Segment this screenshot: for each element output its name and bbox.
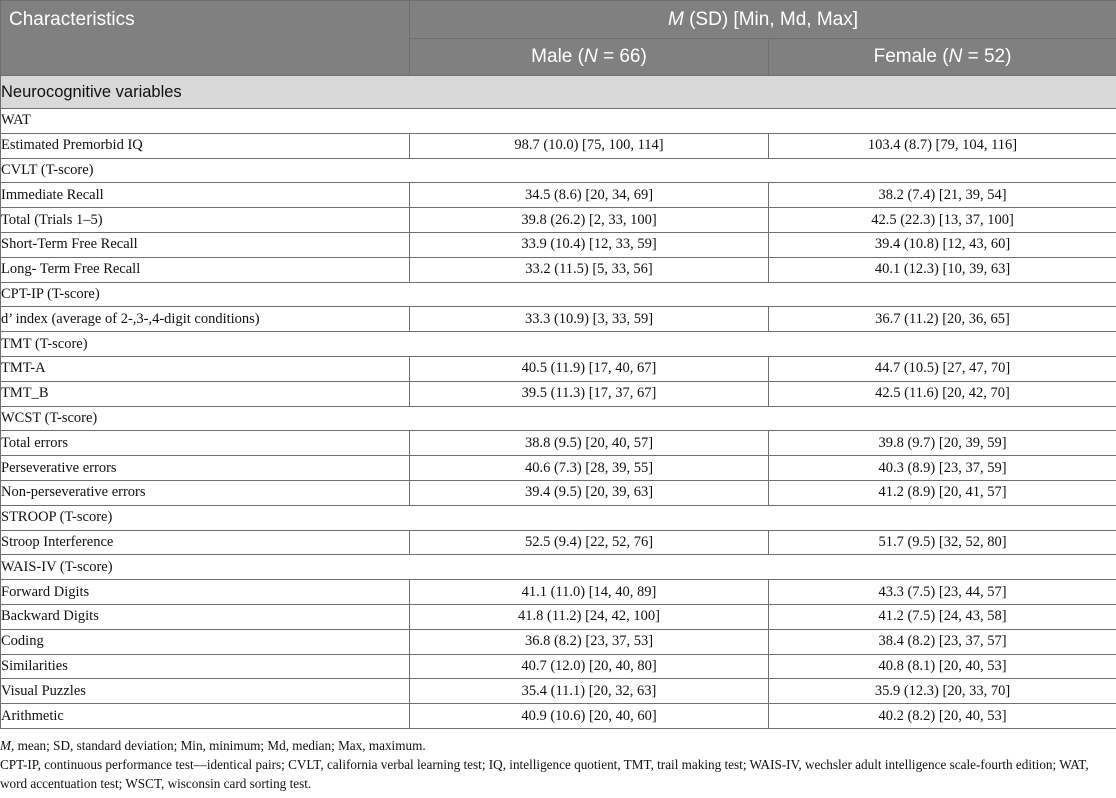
group-label: CVLT (T-score) — [1, 158, 1116, 183]
table-row — [1, 356, 1116, 381]
footnote-abbreviations-tests: CPT-IP, continuous performance test—identical pairs; CVLT, california verbal learning test; IQ, intelligence quotient, TMT, trail making test; WAIS-IV, wechsler adult intelligence scale-fourth edition; WAT, word accentuation test; WSCT, wisconsin card sorting test. — [0, 757, 1089, 791]
group-label: TMT (T-score) — [1, 332, 1116, 357]
section-label: Neurocognitive variables — [1, 76, 1116, 109]
group-row — [1, 109, 1116, 134]
group-row — [1, 332, 1116, 357]
table-row — [1, 133, 1116, 158]
group-label: WAT — [1, 109, 1116, 134]
table-footnotes — [0, 736, 1112, 793]
female-value: 42.5 (22.3) [13, 37, 100] — [769, 208, 1116, 233]
row-label: Long- Term Free Recall — [1, 257, 410, 282]
table-row — [1, 381, 1116, 406]
female-value: 38.4 (8.2) [23, 37, 57] — [769, 629, 1116, 654]
male-value: 38.8 (9.5) [20, 40, 57] — [410, 431, 769, 456]
table-row — [1, 604, 1116, 629]
male-value: 52.5 (9.4) [22, 52, 76] — [410, 530, 769, 555]
table-row — [1, 704, 1116, 729]
row-label: Forward Digits — [1, 580, 410, 605]
male-value: 36.8 (8.2) [23, 37, 53] — [410, 629, 769, 654]
row-label: Estimated Premorbid IQ — [1, 133, 410, 158]
section-row — [1, 76, 1116, 109]
female-value: 44.7 (10.5) [27, 47, 70] — [769, 356, 1116, 381]
table-row — [1, 208, 1116, 233]
table-row — [1, 580, 1116, 605]
table-row — [1, 183, 1116, 208]
male-value: 41.1 (11.0) [14, 40, 89] — [410, 580, 769, 605]
female-value: 51.7 (9.5) [32, 52, 80] — [769, 530, 1116, 555]
table-row — [1, 629, 1116, 654]
characteristics-header: Characteristics — [1, 1, 410, 76]
female-value: 39.4 (10.8) [12, 43, 60] — [769, 232, 1116, 257]
female-n-value: = 52) — [962, 46, 1012, 67]
row-label: Non-perseverative errors — [1, 480, 410, 505]
row-label: TMT_B — [1, 381, 410, 406]
group-label: STROOP (T-score) — [1, 505, 1116, 530]
group-row — [1, 555, 1116, 580]
female-value: 43.3 (7.5) [23, 44, 57] — [769, 580, 1116, 605]
footnote-abbreviations-stats — [0, 736, 1112, 755]
table-row — [1, 232, 1116, 257]
male-value: 39.5 (11.3) [17, 37, 67] — [410, 381, 769, 406]
male-value: 98.7 (10.0) [75, 100, 114] — [410, 133, 769, 158]
female-value: 40.2 (8.2) [20, 40, 53] — [769, 704, 1116, 729]
row-label: Short-Term Free Recall — [1, 232, 410, 257]
group-label: WCST (T-score) — [1, 406, 1116, 431]
group-row — [1, 406, 1116, 431]
male-value: 35.4 (11.1) [20, 32, 63] — [410, 679, 769, 704]
group-row — [1, 158, 1116, 183]
female-value: 38.2 (7.4) [21, 39, 54] — [769, 183, 1116, 208]
male-value: 39.8 (26.2) [2, 33, 100] — [410, 208, 769, 233]
row-label: Coding — [1, 629, 410, 654]
row-label: Stroop Interference — [1, 530, 410, 555]
row-label: Backward Digits — [1, 604, 410, 629]
male-header — [410, 39, 769, 76]
table-row — [1, 530, 1116, 555]
male-value: 33.2 (11.5) [5, 33, 56] — [410, 257, 769, 282]
row-label: d’ index (average of 2-,3-,4-digit conditions) — [1, 307, 410, 332]
row-label: Immediate Recall — [1, 183, 410, 208]
footnote-stats-text: , mean; SD, standard deviation; Min, minimum; Md, median; Max, maximum. — [11, 738, 426, 753]
table-row — [1, 456, 1116, 481]
male-value: 40.5 (11.9) [17, 40, 67] — [410, 356, 769, 381]
mean-symbol: M — [668, 8, 684, 30]
male-value: 40.9 (10.6) [20, 40, 60] — [410, 704, 769, 729]
male-value: 34.5 (8.6) [20, 34, 69] — [410, 183, 769, 208]
table-row — [1, 480, 1116, 505]
group-row — [1, 282, 1116, 307]
female-value: 36.7 (11.2) [20, 36, 65] — [769, 307, 1116, 332]
table-row — [1, 307, 1116, 332]
female-value: 40.1 (12.3) [10, 39, 63] — [769, 257, 1116, 282]
male-value: 33.3 (10.9) [3, 33, 59] — [410, 307, 769, 332]
row-label: Perseverative errors — [1, 456, 410, 481]
female-value: 41.2 (7.5) [24, 43, 58] — [769, 604, 1116, 629]
female-value: 103.4 (8.7) [79, 104, 116] — [769, 133, 1116, 158]
male-value: 40.6 (7.3) [28, 39, 55] — [410, 456, 769, 481]
row-label: TMT-A — [1, 356, 410, 381]
table-row — [1, 679, 1116, 704]
header-row-top — [1, 1, 1116, 39]
row-label: Visual Puzzles — [1, 679, 410, 704]
footnote-mean-symbol: M — [0, 738, 11, 753]
row-label: Arithmetic — [1, 704, 410, 729]
male-n-symbol: N — [583, 46, 598, 67]
male-header-label: Male ( — [531, 46, 584, 67]
female-header-label: Female ( — [873, 46, 949, 67]
row-label: Total errors — [1, 431, 410, 456]
male-value: 33.9 (10.4) [12, 33, 59] — [410, 232, 769, 257]
stats-header-text: (SD) [Min, Md, Max] — [683, 8, 859, 30]
group-label: CPT-IP (T-score) — [1, 282, 1116, 307]
female-value: 39.8 (9.7) [20, 39, 59] — [769, 431, 1116, 456]
male-value: 40.7 (12.0) [20, 40, 80] — [410, 654, 769, 679]
male-value: 41.8 (11.2) [24, 42, 100] — [410, 604, 769, 629]
table-row — [1, 654, 1116, 679]
female-value: 40.3 (8.9) [23, 37, 59] — [769, 456, 1116, 481]
table-row — [1, 257, 1116, 282]
female-value: 41.2 (8.9) [20, 41, 57] — [769, 480, 1116, 505]
female-value: 35.9 (12.3) [20, 33, 70] — [769, 679, 1116, 704]
male-n-value: = 66) — [597, 46, 647, 67]
table-row — [1, 431, 1116, 456]
male-value: 39.4 (9.5) [20, 39, 63] — [410, 480, 769, 505]
female-value: 40.8 (8.1) [20, 40, 53] — [769, 654, 1116, 679]
group-row — [1, 505, 1116, 530]
female-header — [769, 39, 1116, 76]
group-label: WAIS-IV (T-score) — [1, 555, 1116, 580]
female-n-symbol: N — [948, 46, 963, 67]
row-label: Total (Trials 1–5) — [1, 208, 410, 233]
stats-header — [410, 1, 1116, 39]
female-value: 42.5 (11.6) [20, 42, 70] — [769, 381, 1116, 406]
row-label: Similarities — [1, 654, 410, 679]
